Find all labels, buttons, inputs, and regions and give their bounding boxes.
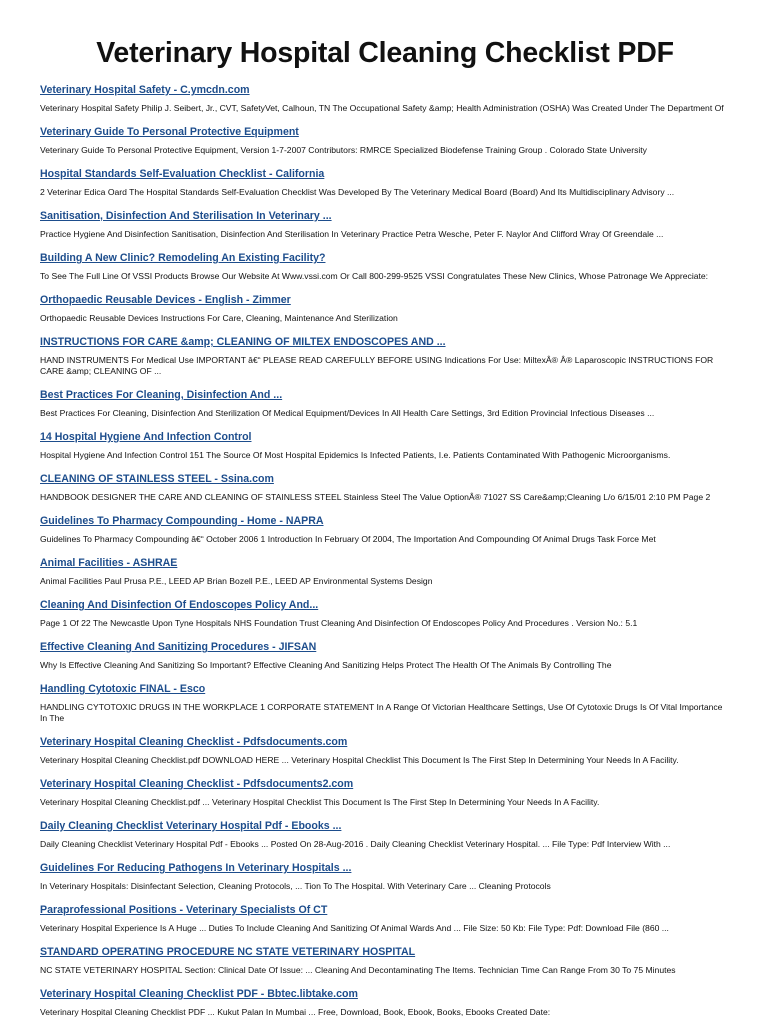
result-description: Practice Hygiene And Disinfection Sanitisation, Disinfection And Sterilisation In Veterinary Practice Petra Wesche, Peter F. Naylor And Clifford Wray Of Greendale ... (40, 229, 664, 239)
result-title-link[interactable]: Veterinary Hospital Cleaning Checklist - Pdfsdocuments.com (40, 736, 348, 748)
result-item (40, 640, 730, 671)
result-title-link[interactable]: Paraprofessional Positions - Veterinary Specialists Of CT (40, 904, 328, 916)
result-description: Why Is Effective Cleaning And Sanitizing So Important? Effective Cleaning And Sanitizing Helps Protect The Health Of The Animals By Controlling The (40, 660, 612, 670)
result-title-link[interactable]: Effective Cleaning And Sanitizing Procedures - JIFSAN (40, 641, 317, 653)
result-description: Veterinary Hospital Cleaning Checklist.pdf ... Veterinary Hospital Checklist This Document Is The First Step In Determining Your Needs In A Facility. (40, 797, 600, 807)
result-title-link[interactable]: INSTRUCTIONS FOR CARE &amp; CLEANING OF MILTEX ENDOSCOPES AND ... (40, 336, 446, 348)
result-item (40, 125, 730, 156)
result-description: NC STATE VETERINARY HOSPITAL Section: Clinical Date Of Issue: ... Cleaning And Decontaminating The Items. Technician Time Can Range From 30 To 75 Minutes (40, 965, 676, 975)
result-item (40, 83, 730, 114)
result-item (40, 735, 730, 766)
result-item (40, 251, 730, 282)
result-description: Guidelines To Pharmacy Compounding â€“ October 2006 1 Introduction In February Of 2004, The Importation And Compounding Of Animal Drugs Task Force Met (40, 534, 656, 544)
result-description: Veterinary Guide To Personal Protective Equipment, Version 1-7-2007 Contributors: RMRCE Specialized Biodefense Training Group . Colorado State University (40, 145, 647, 155)
result-item (40, 945, 730, 976)
result-item (40, 819, 730, 850)
result-item (40, 903, 730, 934)
result-title-link[interactable]: Building A New Clinic? Remodeling An Existing Facility? (40, 252, 326, 264)
result-title-link[interactable]: Veterinary Hospital Cleaning Checklist PDF - Bbtec.libtake.com (40, 988, 358, 1000)
result-description: HANDLING CYTOTOXIC DRUGS IN THE WORKPLACE 1 CORPORATE STATEMENT In A Range Of Victorian Healthcare Settings, Use Of Cytotoxic Drugs Is Of Vital Importance In The (40, 702, 723, 723)
result-description: In Veterinary Hospitals: Disinfectant Selection, Cleaning Protocols, ... Tion To The Hospital. With Veterinary Care ... Cleaning Protocols (40, 881, 551, 891)
result-description: Veterinary Hospital Experience Is A Huge ... Duties To Include Cleaning And Sanitizing Of Animal Wards And ... File Size: 50 Kb: File Type: Pdf: Download File (860 ... (40, 923, 669, 933)
result-description: 2 Veterinar Edica Oard The Hospital Standards Self-Evaluation Checklist Was Developed By The Veterinary Medical Board (Board) And Its Multidisciplinary Advisory ... (40, 187, 675, 197)
result-item (40, 777, 730, 808)
result-title-link[interactable]: Guidelines For Reducing Pathogens In Veterinary Hospitals ... (40, 862, 352, 874)
result-description: To See The Full Line Of VSSI Products Browse Our Website At Www.vssi.com Or Call 800-299-9525 VSSI Congratulates These New Clinics, Whose Patronage We Appreciate: (40, 271, 709, 281)
result-item (40, 293, 730, 324)
result-title-link[interactable]: Handling Cytotoxic FINAL - Esco (40, 683, 206, 695)
result-item (40, 209, 730, 240)
result-title-link[interactable]: Best Practices For Cleaning, Disinfection And ... (40, 389, 283, 401)
result-description: Veterinary Hospital Cleaning Checklist PDF ... Kukut Palan In Mumbai ... Free, Download, Book, Ebook, Books, Ebooks Created Date: (40, 1007, 551, 1017)
result-description: Animal Facilities Paul Prusa P.E., LEED AP Brian Bozell P.E., LEED AP Environmental Systems Design (40, 576, 433, 586)
results-list (40, 83, 730, 1018)
result-item (40, 987, 730, 1018)
result-description: HAND INSTRUMENTS For Medical Use IMPORTANT â€“ PLEASE READ CAREFULLY BEFORE USING Indications For Use: MiltexÂ® Â® Laparoscopic INSTRUCTIONS FOR CARE &amp; CLEANING OF ... (40, 355, 714, 376)
result-item (40, 167, 730, 198)
result-item (40, 514, 730, 545)
result-item (40, 861, 730, 892)
result-item (40, 556, 730, 587)
result-item (40, 682, 730, 724)
result-description: Hospital Hygiene And Infection Control 151 The Source Of Most Hospital Epidemics Is Infected Patients, I.e. Patients Contaminated With Pathogenic Microorganisms. (40, 450, 671, 460)
result-title-link[interactable]: Hospital Standards Self-Evaluation Checklist - California (40, 168, 325, 180)
result-item (40, 598, 730, 629)
result-description: Veterinary Hospital Safety Philip J. Seibert, Jr., CVT, SafetyVet, Calhoun, TN The Occupational Safety &amp; Health Administration (OSHA) Was Created Under The Department Of (40, 103, 724, 113)
result-description: Page 1 Of 22 The Newcastle Upon Tyne Hospitals NHS Foundation Trust Cleaning And Disinfection Of Endoscopes Policy And Procedures . Version No.: 5.1 (40, 618, 638, 628)
result-title-link[interactable]: Sanitisation, Disinfection And Sterilisation In Veterinary ... (40, 210, 332, 222)
result-item (40, 472, 730, 503)
result-item (40, 388, 730, 419)
result-title-link[interactable]: Cleaning And Disinfection Of Endoscopes Policy And... (40, 599, 319, 611)
result-title-link[interactable]: Daily Cleaning Checklist Veterinary Hospital Pdf - Ebooks ... (40, 820, 342, 832)
result-description: HANDBOOK DESIGNER THE CARE AND CLEANING OF STAINLESS STEEL Stainless Steel The Value OptionÂ® 71027 SS Care&amp;Cleaning L/o 6/15/01 2:10 PM Page 2 (40, 492, 711, 502)
page-title: Veterinary Hospital Cleaning Checklist PDF (96, 37, 674, 69)
result-title-link[interactable]: 14 Hospital Hygiene And Infection Control (40, 431, 252, 443)
result-title-link[interactable]: Veterinary Hospital Cleaning Checklist - Pdfsdocuments2.com (40, 778, 354, 790)
result-title-link[interactable]: Veterinary Guide To Personal Protective Equipment (40, 126, 299, 138)
result-title-link[interactable]: STANDARD OPERATING PROCEDURE NC STATE VETERINARY HOSPITAL (40, 946, 416, 958)
result-description: Veterinary Hospital Cleaning Checklist.pdf DOWNLOAD HERE ... Veterinary Hospital Checklist This Document Is The First Step In Determining Your Needs In A Facility. (40, 755, 679, 765)
result-description: Daily Cleaning Checklist Veterinary Hospital Pdf - Ebooks ... Posted On 28-Aug-2016 . Daily Cleaning Checklist Veterinary Hospital. ... File Type: Pdf Interview With ... (40, 839, 671, 849)
result-title-link[interactable]: Veterinary Hospital Safety - C.ymcdn.com (40, 84, 250, 96)
result-description: Orthopaedic Reusable Devices Instructions For Care, Cleaning, Maintenance And Sterilization (40, 313, 398, 323)
result-title-link[interactable]: Animal Facilities - ASHRAE (40, 557, 178, 569)
result-title-link[interactable]: Orthopaedic Reusable Devices - English - Zimmer (40, 294, 291, 306)
result-title-link[interactable]: CLEANING OF STAINLESS STEEL - Ssina.com (40, 473, 274, 485)
result-title-link[interactable]: Guidelines To Pharmacy Compounding - Home - NAPRA (40, 515, 324, 527)
result-item (40, 430, 730, 461)
result-item (40, 335, 730, 377)
result-description: Best Practices For Cleaning, Disinfection And Sterilization Of Medical Equipment/Devices In All Health Care Settings, 3rd Edition Provincial Infectious Diseases ... (40, 408, 655, 418)
